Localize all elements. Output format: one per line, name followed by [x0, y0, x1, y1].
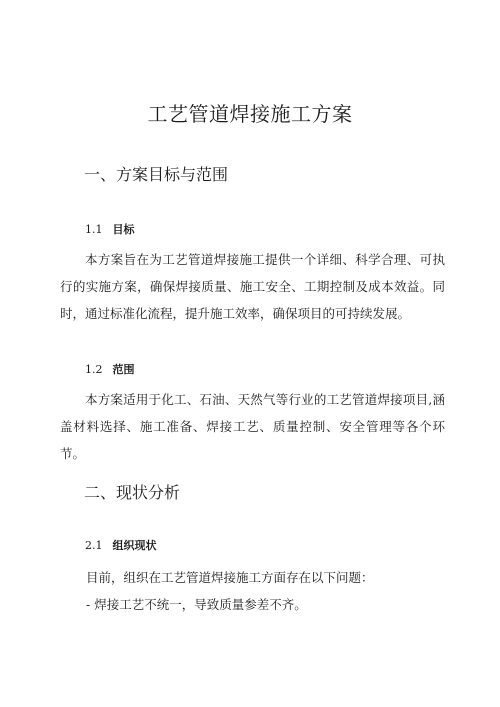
- section-heading-2: 二、现状分析: [84, 483, 181, 502]
- subsection-title: 组织现状: [112, 539, 157, 552]
- subsection-heading-2-1: [85, 537, 157, 553]
- paragraph-intro: 目前，组织在工艺管道焊接施工方面存在以下问题：: [86, 570, 374, 585]
- subsection-title: 目标: [112, 223, 135, 236]
- paragraph-goal: 本方案旨在为工艺管道焊接施工提供一个详细、科学合理、可执行的实施方案，确保焊接质量、施工安全、工期控制及成本效益。同时，通过标准化流程，提升施工效率，确保项目的可持续发展。: [60, 252, 445, 321]
- paragraph-scope: 本方案适用于化工、石油、天然气等行业的工艺管道焊接项目,涵盖材料选择、施工准备、焊接工艺、质量控制、安全管理等各个环节。: [60, 392, 445, 461]
- document-title: 工艺管道焊接施工方案: [147, 102, 353, 126]
- subsection-number: 1.1: [85, 223, 103, 236]
- section-heading-1: 一、方案目标与范围: [84, 165, 229, 184]
- subsection-number: 2.1: [85, 539, 103, 552]
- subsection-title: 范围: [112, 363, 135, 376]
- subsection-number: 1.2: [85, 363, 103, 376]
- subsection-heading-1-1: [85, 221, 135, 237]
- subsection-heading-1-2: [85, 361, 135, 377]
- list-item: - 焊接工艺不统一，导致质量参差不齐。: [86, 597, 307, 612]
